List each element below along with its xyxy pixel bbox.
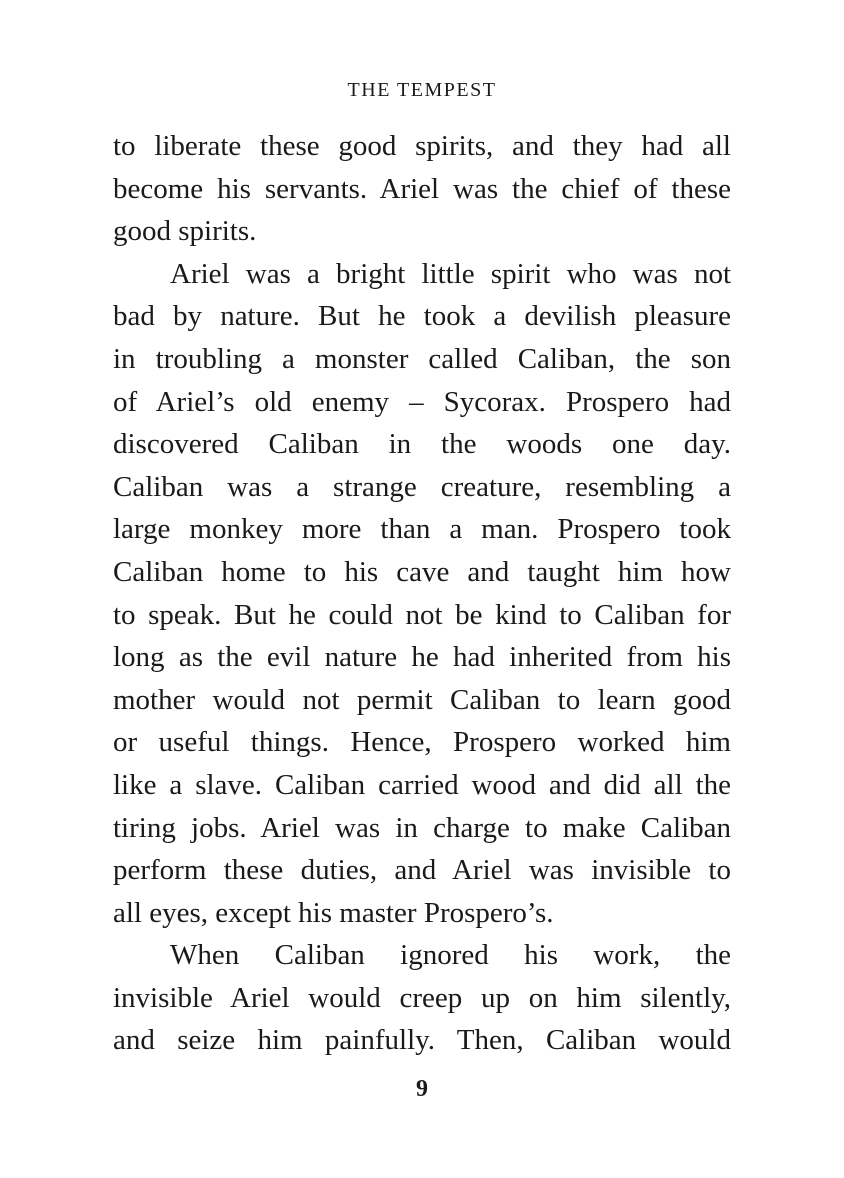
text-line: and seize him painfully. Then, Caliban would (113, 1024, 731, 1057)
text-line: good spirits. (113, 215, 257, 248)
paragraph (113, 125, 731, 253)
paragraph (113, 253, 731, 935)
text-line: of Ariel’s old enemy – Sycorax. Prospero had (113, 385, 731, 418)
text-line: Caliban was a strange creature, resembling a (113, 470, 731, 503)
text-line: Ariel was a bright little spirit who was not (170, 257, 731, 290)
text-line: long as the evil nature he had inherited from his (113, 641, 731, 674)
text-line: or useful things. Hence, Prospero worked him (113, 726, 731, 759)
text-line: perform these duties, and Ariel was invisible to (113, 854, 731, 887)
text-line: mother would not permit Caliban to learn good (113, 683, 731, 716)
text-line: to speak. But he could not be kind to Caliban for (113, 598, 731, 631)
text-line: bad by nature. But he took a devilish pleasure (113, 300, 731, 333)
body-text (113, 125, 731, 1062)
text-line: to liberate these good spirits, and they had all (113, 130, 731, 162)
text-line: tiring jobs. Ariel was in charge to make Caliban (113, 811, 731, 844)
text-line: like a slave. Caliban carried wood and did all the (113, 768, 731, 801)
text-line: invisible Ariel would creep up on him silently, (113, 981, 731, 1014)
text-line: in troubling a monster called Caliban, the son (113, 342, 731, 375)
text-line: large monkey more than a man. Prospero took (113, 513, 731, 546)
text-line: discovered Caliban in the woods one day. (113, 428, 731, 461)
running-head: THE TEMPEST (347, 79, 497, 101)
text-line: become his servants. Ariel was the chief of these (113, 172, 731, 205)
page-number: 9 (416, 1076, 428, 1102)
paragraph (113, 934, 731, 1062)
text-line: When Caliban ignored his work, the (170, 939, 731, 972)
text-line: all eyes, except his master Prospero’s. (113, 896, 554, 929)
text-line: Caliban home to his cave and taught him how (113, 555, 731, 588)
